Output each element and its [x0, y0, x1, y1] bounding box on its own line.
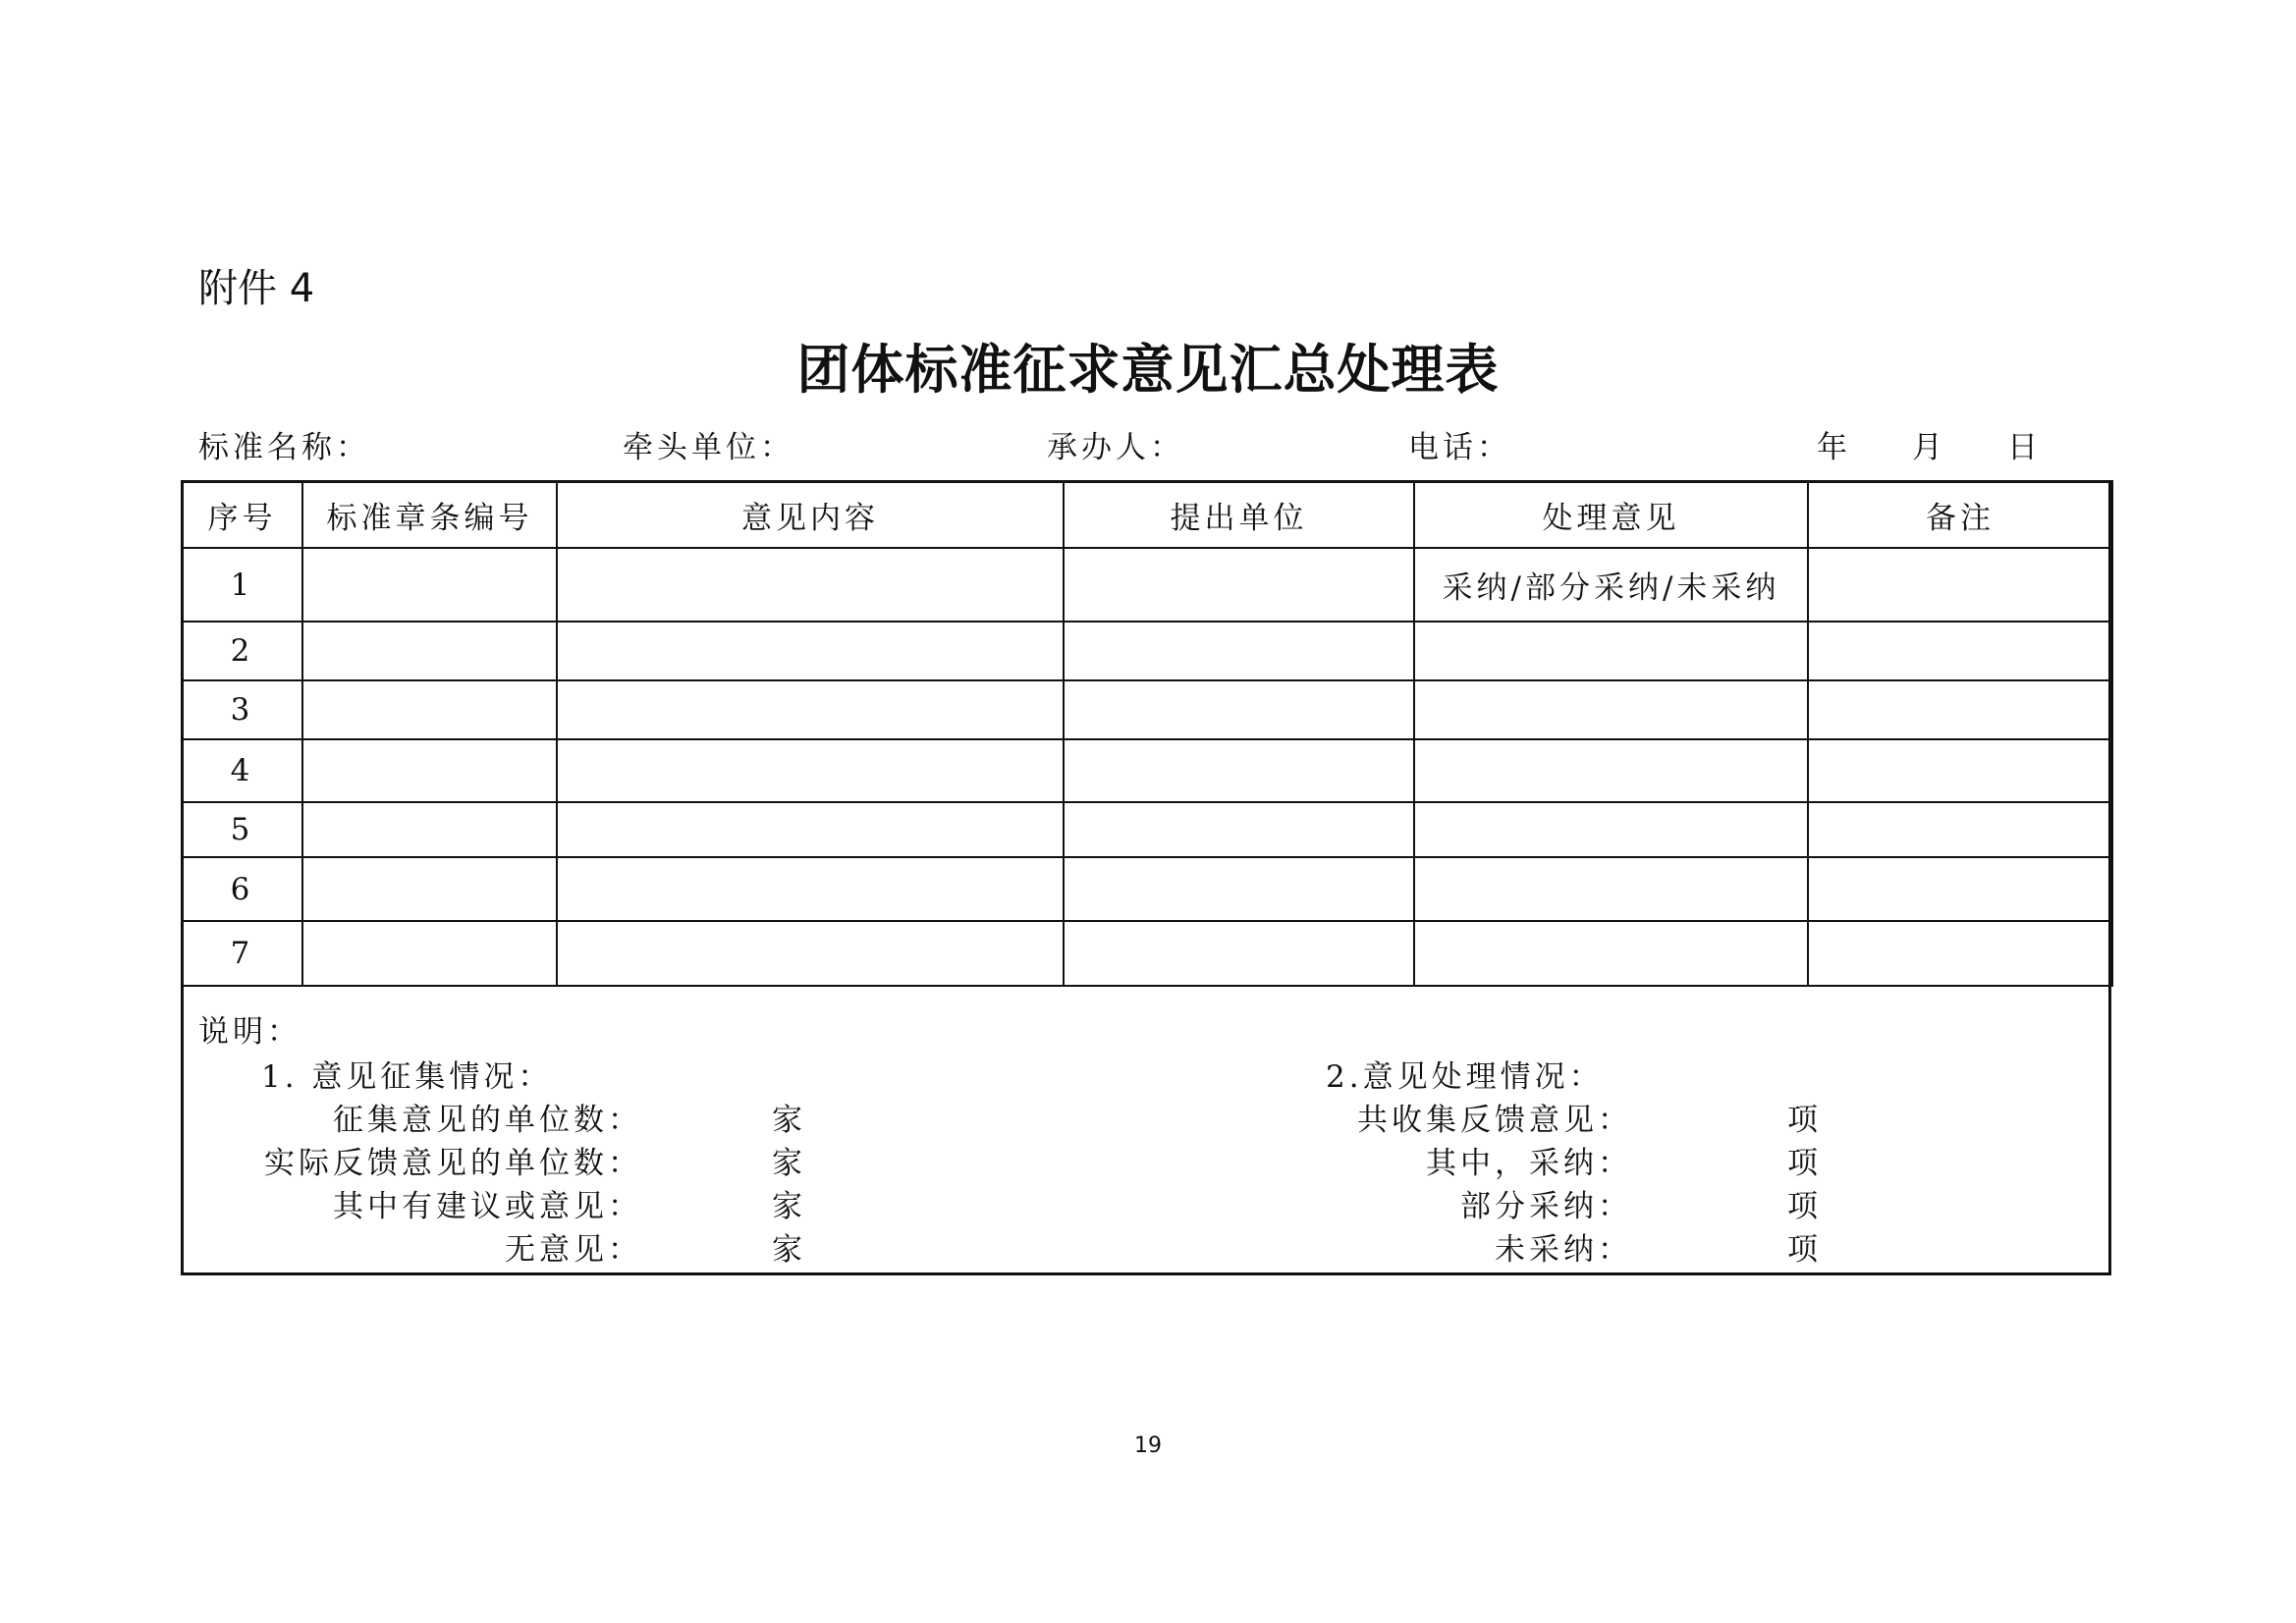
handling-item-unit: 项: [1787, 1146, 1822, 1181]
collection-item-unit: 家: [772, 1103, 806, 1138]
collection-item-unit: 家: [772, 1189, 806, 1224]
year-label: 年: [1817, 430, 1851, 465]
header-cell-no: 序号: [182, 481, 302, 548]
collection-item-label: 无意见：: [505, 1232, 642, 1268]
header-cell-clause: 标准章条编号: [302, 481, 557, 548]
cell-no: 4: [182, 739, 302, 802]
cell-no: 6: [182, 857, 302, 921]
header-cell-content: 意见内容: [557, 481, 1064, 548]
collection-item-label: 征集意见的单位数：: [333, 1103, 642, 1138]
header-cell-remark: 备注: [1808, 481, 2112, 548]
collection-item-label: 其中有建议或意见：: [333, 1189, 642, 1224]
page-number: 19: [1134, 1434, 1162, 1458]
header-cell-unit: 提出单位: [1064, 481, 1414, 548]
handling-item-label: 共收集反馈意见：: [1357, 1103, 1632, 1138]
standard-name-label: 标准名称：: [198, 430, 370, 465]
cell-no: 7: [182, 921, 302, 986]
table-outer-frame: [181, 480, 2111, 1275]
cell-no: 3: [182, 680, 302, 739]
collection-section-title: 1. 意见征集情况：: [261, 1059, 553, 1095]
cell-no: 1: [182, 548, 302, 622]
handling-item-unit: 项: [1787, 1189, 1822, 1224]
handling-item-unit: 项: [1787, 1232, 1822, 1268]
handling-item-label: 未采纳：: [1495, 1232, 1632, 1268]
lead-unit-label: 牵头单位：: [623, 430, 794, 465]
month-label: 月: [1912, 430, 1946, 465]
attachment-label: 附件 4: [198, 266, 315, 311]
handling-item-unit: 项: [1787, 1103, 1822, 1138]
collection-item-unit: 家: [772, 1146, 806, 1181]
cell-no: 5: [182, 802, 302, 857]
day-label: 日: [2007, 430, 2042, 465]
phone-label: 电话：: [1408, 430, 1511, 465]
header-cell-handling: 处理意见: [1414, 481, 1808, 548]
handling-item-label: 部分采纳：: [1460, 1189, 1632, 1224]
handling-item-label: 其中，采纳：: [1426, 1146, 1632, 1181]
handling-section-title: 2.意见处理情况：: [1326, 1059, 1604, 1095]
collection-item-unit: 家: [772, 1232, 806, 1268]
notes-label: 说明：: [198, 1014, 301, 1050]
date-labels: [1817, 426, 2042, 469]
cell-handling[interactable]: 采纳/部分采纳/未采纳: [1414, 548, 1808, 622]
cell-no: 2: [182, 622, 302, 680]
undertaker-label: 承办人：: [1047, 430, 1184, 465]
form-title: 团体标准征求意见汇总处理表: [796, 338, 1500, 401]
collection-item-label: 实际反馈意见的单位数：: [264, 1146, 642, 1181]
